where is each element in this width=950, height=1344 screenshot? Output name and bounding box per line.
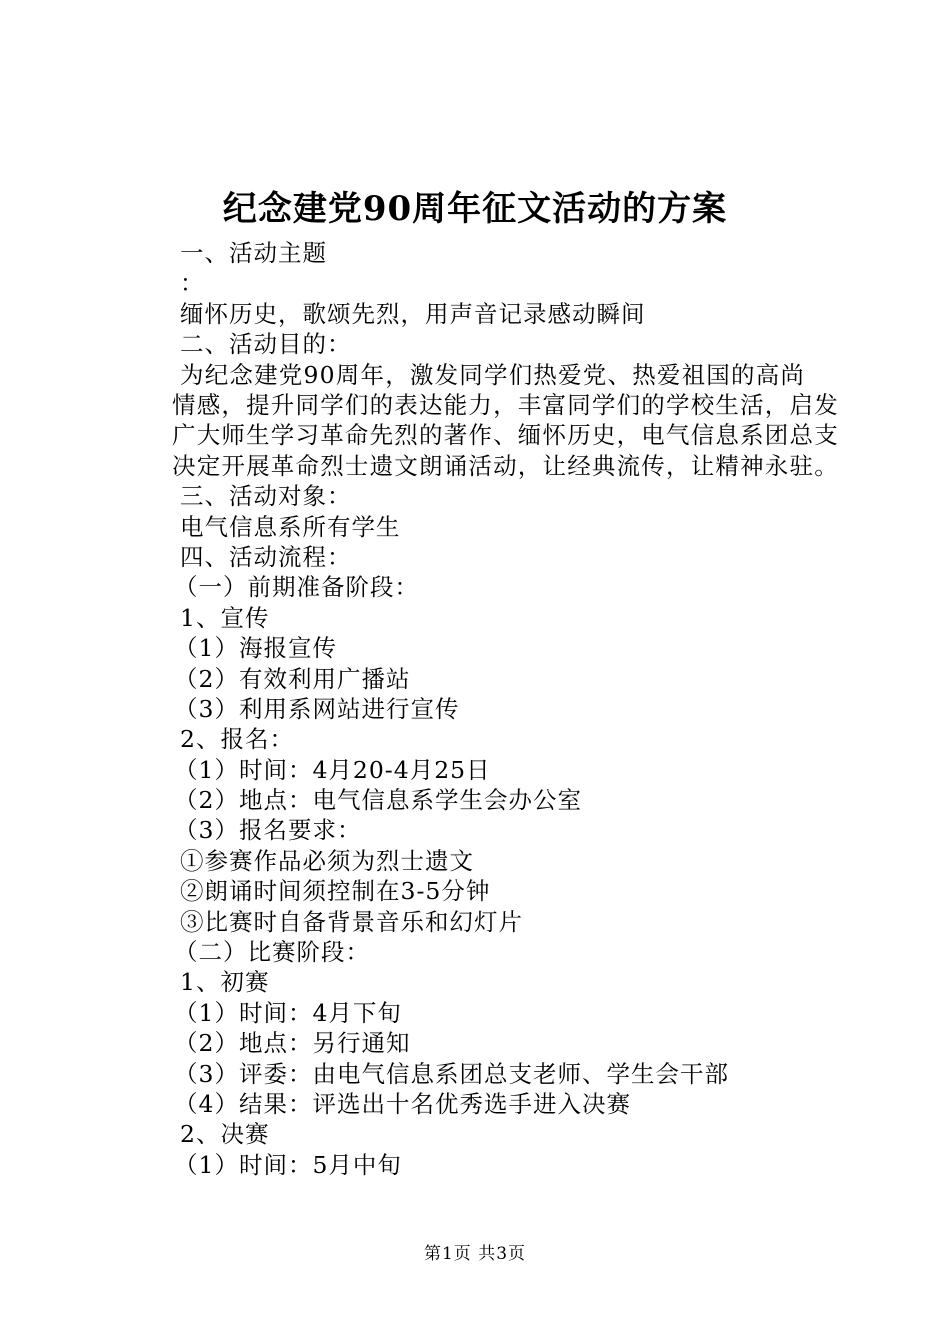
colon-line: ： (180, 269, 205, 298)
list-item: （2）地点：另行通知 (174, 1029, 411, 1058)
list-item: （1）海报宣传 (174, 634, 337, 663)
section-heading-theme: 一、活动主题 (180, 239, 327, 267)
purpose-line: 情感，提升同学们的表达能力，丰富同学们的学校生活，启发 (172, 390, 839, 419)
target-text: 电气信息系所有学生 (180, 512, 401, 541)
list-item: （1）时间：5月中旬 (174, 1150, 402, 1179)
theme-text: 缅怀历史，歌颂先烈，用声音记录感动瞬间 (180, 299, 646, 328)
list-item: （3）利用系网站进行宣传 (174, 694, 460, 723)
list-item: ③比赛时自备背景音乐和幻灯片 (180, 907, 523, 936)
list-item: 1、初赛 (180, 968, 270, 997)
purpose-line: 决定开展革命烈士遗文朗诵活动，让经典流传，让精神永驻。 (172, 451, 839, 480)
subsection-preparation: （一）前期准备阶段： (174, 573, 419, 602)
list-item: （1）时间：4月下旬 (174, 998, 402, 1027)
purpose-line: 广大师生学习革命先烈的著作、缅怀历史，电气信息系团总支 (172, 421, 839, 450)
list-item: （2）有效利用广播站 (174, 664, 411, 693)
purpose-paragraph (172, 360, 839, 482)
purpose-line: 为纪念建党90周年，激发同学们热爱党、热爱祖国的高尚 (180, 360, 806, 389)
list-item: 2、报名： (180, 725, 294, 754)
section-heading-process: 四、活动流程： (180, 542, 352, 571)
list-item: （4）结果：评选出十名优秀选手进入决赛 (174, 1090, 631, 1118)
list-item: （1）时间：4月20-4月25日 (174, 755, 491, 784)
list-item: （2）地点：电气信息系学生会办公室 (174, 786, 582, 815)
section-heading-target: 三、活动对象： (180, 482, 352, 511)
list-item: ②朗诵时间须控制在3-5分钟 (180, 877, 491, 906)
subsection-competition: （二）比赛阶段： (174, 938, 370, 967)
list-item: （3）评委：由电气信息系团总支老师、学生会干部 (174, 1059, 729, 1088)
list-item: ①参赛作品必须为烈士遗文 (180, 846, 474, 875)
section-heading-purpose: 二、活动目的： (180, 330, 352, 359)
list-item: 2、决赛 (180, 1120, 270, 1149)
page-footer: 第1页 共3页 (423, 1244, 527, 1264)
document-title: 纪念建党90周年征文活动的方案 (222, 189, 728, 229)
document-body (172, 238, 839, 1180)
list-item: 1、宣传 (180, 603, 270, 632)
list-item: （3）报名要求： (174, 816, 362, 845)
